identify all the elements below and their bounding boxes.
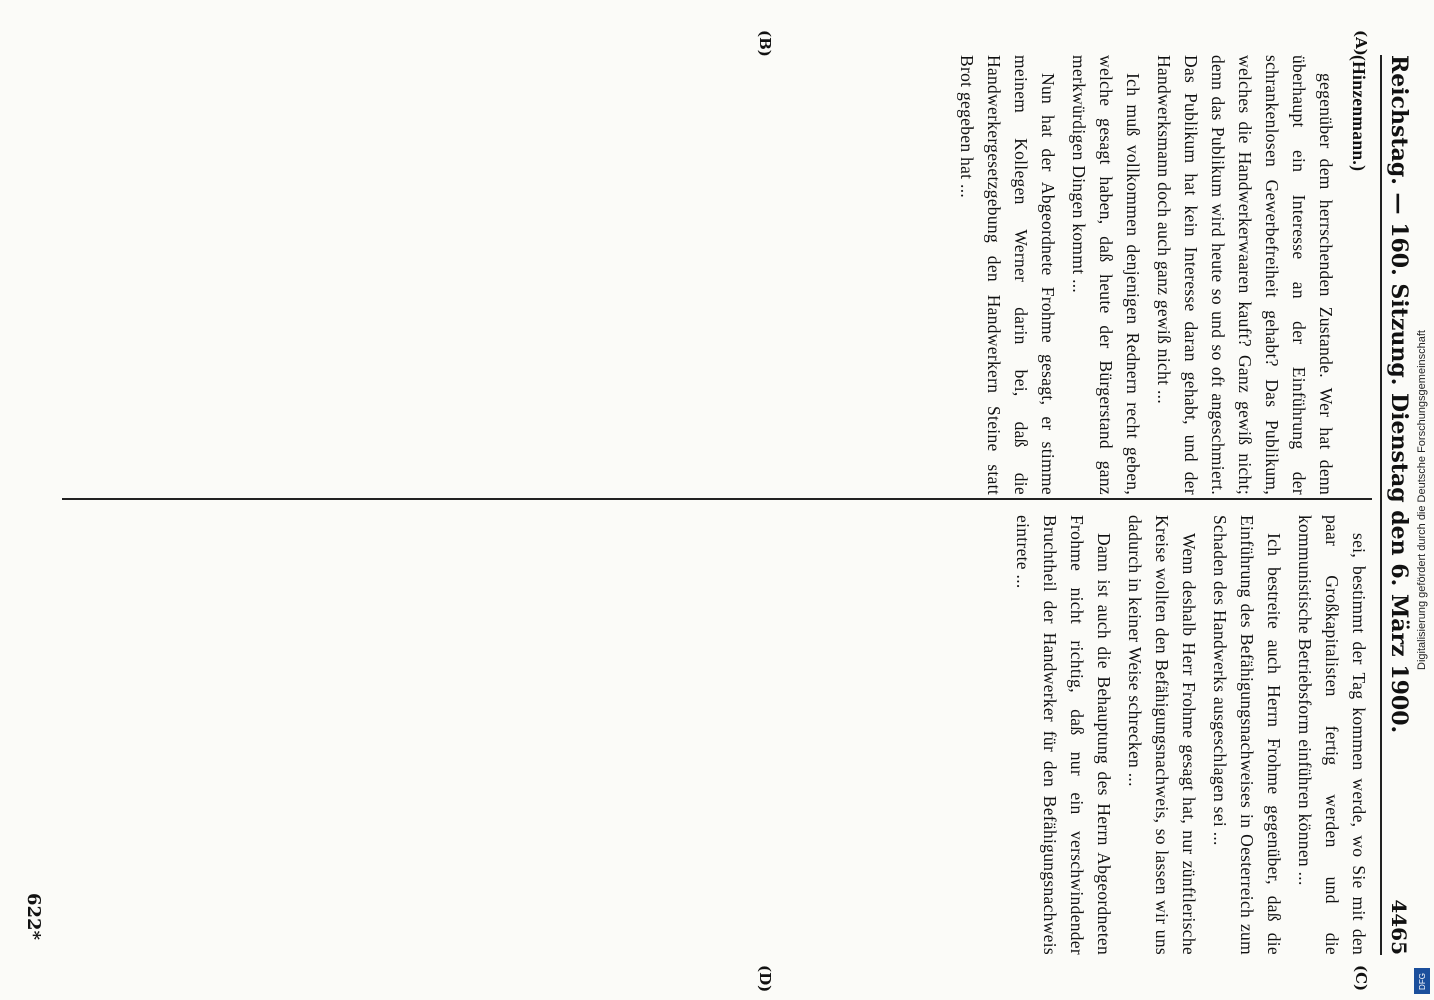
left-column [949,55,1372,495]
margin-marker-b: (B) [756,30,774,57]
paragraph: Nun hat der Abgeordnete Frohme gesagt, er stimme meinem Kollegen Werner darin bei, daß die Handwerkergesetzgebung den Handwerkern Steine statt Brot gegeben hat ... [957,55,1058,495]
speaker-label: (Hinzenmann.) [1349,55,1369,172]
dfg-logo-text: DFG [1417,972,1427,990]
column-divider [62,498,1372,500]
page-header [1380,55,1416,955]
paragraph: Wenn deshalb Herr Frohme gesagt hat, nur zünftlerische Kreise wollten den Befähigungsnachweis, so lassen wir uns dadurch in keiner Weise schrecken ... [1125,515,1199,955]
paragraph: Dann ist auch die Behauptung des Herrn Abgeordneten Frohme nicht richtig, daß nur ein verschwindender Bruchtheil der Handwerker für den Befähigungsnachweis eintrete ... [1013,515,1114,955]
page-number: 4465 [1387,899,1411,955]
margin-marker-d: (D) [756,965,774,993]
paragraph: Ich muß vollkommen denjenigen Rednern recht geben, welche gesagt haben, daß heute der Bürgerstand ganz merkwürdigen Dingen kommt ... [1069,55,1143,495]
paragraph: sei, bestimmt der Tag kommen werde, wo Sie mit den paar Großkapitalisten fertig werden und die kommunistische Betriebsform einführen können ... [1295,515,1369,955]
signature-mark: 622* [23,893,44,940]
digitization-note-text: Digitalisierung gefördert durch die Deutsche Forschungsgemeinschaft [1416,330,1428,670]
digitization-note [1412,0,1432,1000]
margin-marker-a: (A) [1352,30,1370,56]
dfg-logo-icon [1414,968,1430,994]
right-column [1005,515,1372,955]
header-title: Reichstag. — 160. Sitzung. Dienstag den 6. März 1900. [1386,55,1412,734]
margin-marker-c: (C) [1352,965,1370,992]
paragraph: gegenüber dem herrschenden Zustande. Wer hat denn überhaupt ein Interesse an der Einführung der schrankenlosen Gewerbefreiheit gehabt? Das Publikum, welches die Handwerkerwaaren kauft? Ganz gewiß nicht; denn das Publikum wird heute so und so oft angeschmiert. Das Publikum hat kein Interesse daran gehabt, und der Handwerksmann doch auch ganz gewiß nicht ... [1154,55,1336,495]
paragraph: Ich bestreite auch Herrn Frohme gegenüber, daß die Einführung des Befähigungsnachweises in Oesterreich zum Schaden des Handwerks ausgeschlagen sei ... [1210,515,1284,955]
